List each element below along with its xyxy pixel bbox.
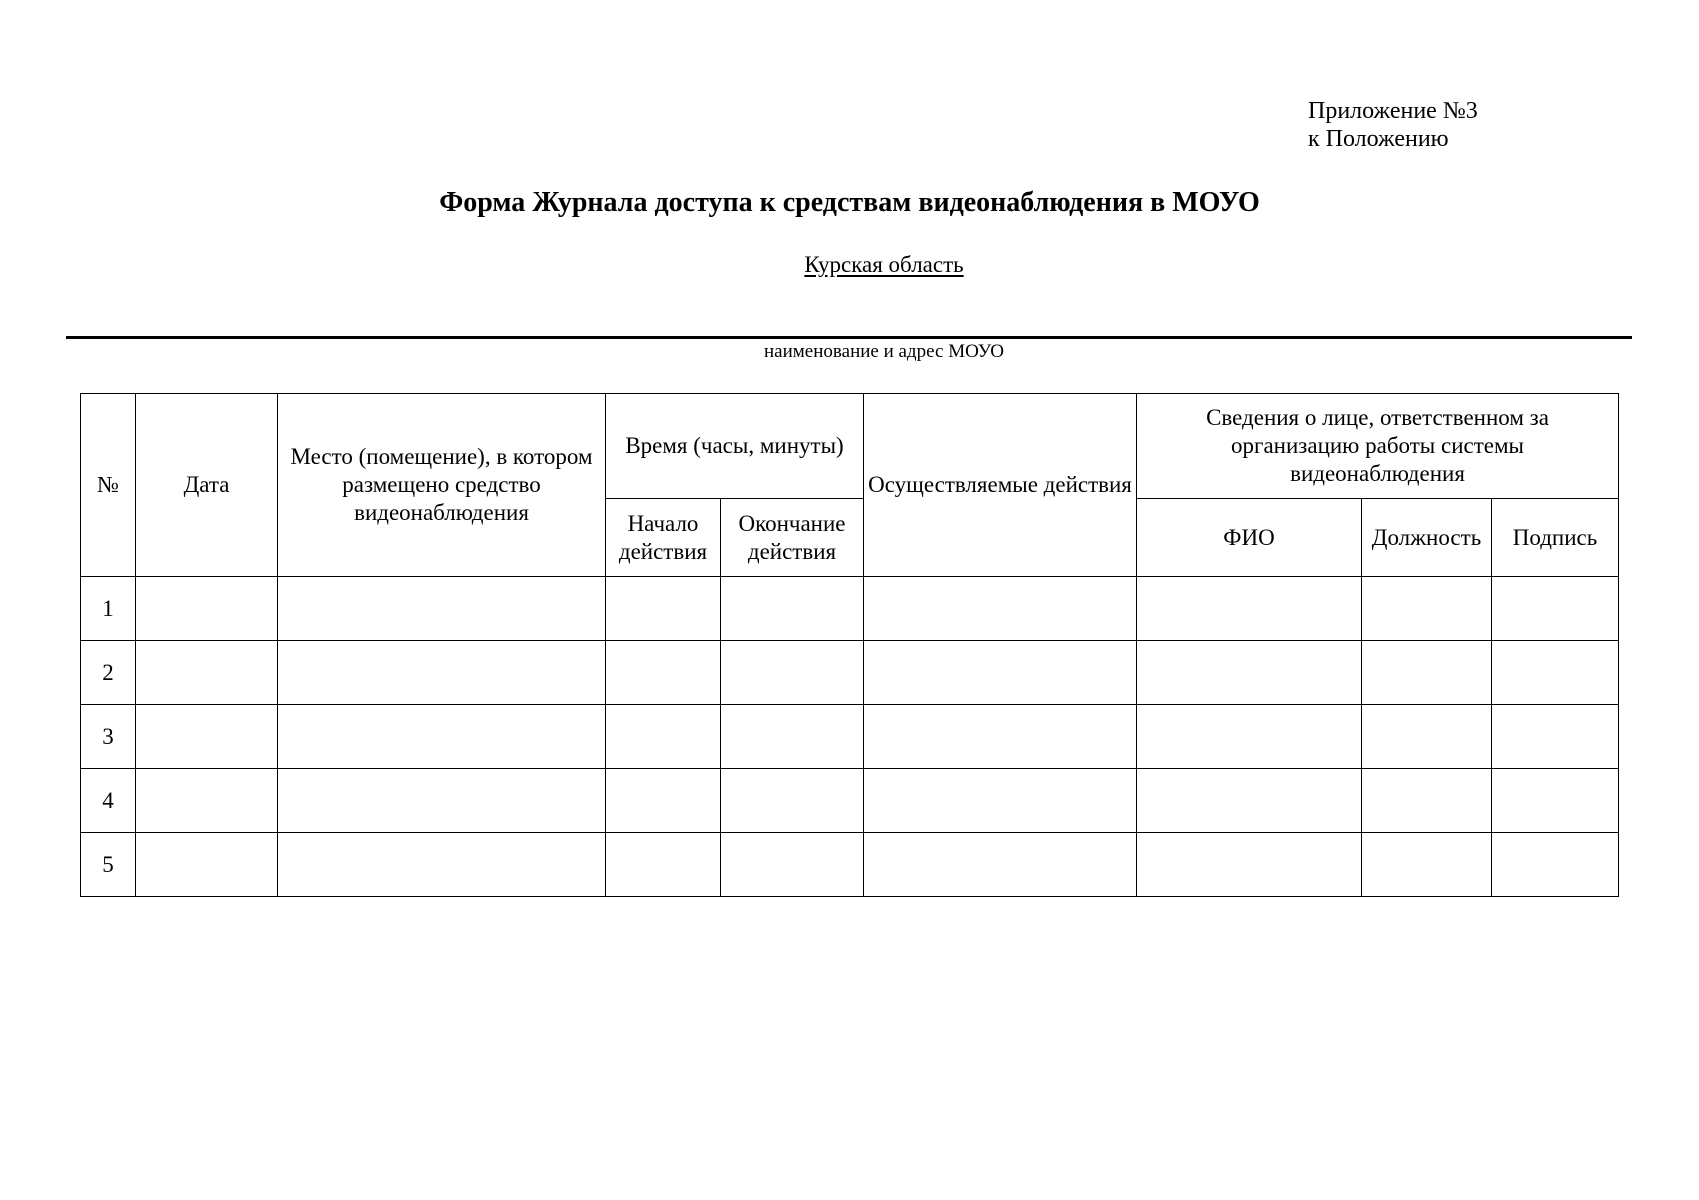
cell-time-start[interactable]: [606, 705, 721, 769]
header-time-end: Окончание действия: [721, 499, 864, 577]
cell-signature[interactable]: [1492, 641, 1619, 705]
header-place: Место (помещение), в котором размещено средство видеонаблюдения: [278, 394, 606, 577]
cell-time-start[interactable]: [606, 769, 721, 833]
cell-fio[interactable]: [1137, 705, 1362, 769]
header-actions: Осуществляемые действия: [864, 394, 1137, 577]
cell-place[interactable]: [278, 641, 606, 705]
cell-position[interactable]: [1362, 641, 1492, 705]
cell-actions[interactable]: [864, 705, 1137, 769]
cell-date[interactable]: [136, 833, 278, 897]
cell-place[interactable]: [278, 833, 606, 897]
header-number: №: [81, 394, 136, 577]
appendix-line-1: Приложение №3: [1308, 98, 1478, 124]
header-position: Должность: [1362, 499, 1492, 577]
table-row: [81, 705, 1619, 769]
cell-time-start[interactable]: [606, 577, 721, 641]
cell-date[interactable]: [136, 641, 278, 705]
cell-time-end[interactable]: [721, 705, 864, 769]
header-signature: Подпись: [1492, 499, 1619, 577]
cell-actions[interactable]: [864, 769, 1137, 833]
cell-signature[interactable]: [1492, 577, 1619, 641]
cell-time-end[interactable]: [721, 577, 864, 641]
cell-place[interactable]: [278, 769, 606, 833]
header-fio: ФИО: [1137, 499, 1362, 577]
cell-date[interactable]: [136, 769, 278, 833]
cell-signature[interactable]: [1492, 705, 1619, 769]
header-time-start: Начало действия: [606, 499, 721, 577]
cell-position[interactable]: [1362, 769, 1492, 833]
cell-time-end[interactable]: [721, 641, 864, 705]
region-line: [0, 251, 1699, 279]
row-number: 5: [81, 833, 136, 897]
cell-position[interactable]: [1362, 833, 1492, 897]
organization-field-caption: наименование и адрес МОУО: [764, 341, 1004, 362]
cell-place[interactable]: [278, 705, 606, 769]
cell-time-end[interactable]: [721, 769, 864, 833]
cell-position[interactable]: [1362, 577, 1492, 641]
access-journal-table: [80, 393, 1619, 897]
appendix-line-2: к Положению: [1308, 126, 1449, 152]
cell-time-end[interactable]: [721, 833, 864, 897]
cell-fio[interactable]: [1137, 833, 1362, 897]
row-number: 3: [81, 705, 136, 769]
cell-date[interactable]: [136, 577, 278, 641]
table-row: [81, 833, 1619, 897]
row-number: 4: [81, 769, 136, 833]
cell-fio[interactable]: [1137, 577, 1362, 641]
cell-signature[interactable]: [1492, 833, 1619, 897]
header-responsible-person: Сведения о лице, ответственном за организацию работы системы видеонаблюдения: [1137, 394, 1619, 499]
header-date: Дата: [136, 394, 278, 577]
document-title: Форма Журнала доступа к средствам видеонаблюдения в МОУО: [439, 187, 1260, 218]
organization-field-line: [66, 336, 1632, 339]
cell-date[interactable]: [136, 705, 278, 769]
region-name: Курская область: [804, 252, 964, 277]
table-row: [81, 577, 1619, 641]
row-number: 2: [81, 641, 136, 705]
cell-actions[interactable]: [864, 833, 1137, 897]
cell-fio[interactable]: [1137, 769, 1362, 833]
cell-fio[interactable]: [1137, 641, 1362, 705]
cell-position[interactable]: [1362, 705, 1492, 769]
table-row: [81, 769, 1619, 833]
cell-actions[interactable]: [864, 577, 1137, 641]
cell-place[interactable]: [278, 577, 606, 641]
cell-time-start[interactable]: [606, 833, 721, 897]
cell-time-start[interactable]: [606, 641, 721, 705]
table-row: [81, 641, 1619, 705]
appendix-note: [1308, 97, 1478, 153]
row-number: 1: [81, 577, 136, 641]
cell-actions[interactable]: [864, 641, 1137, 705]
header-time: Время (часы, минуты): [606, 394, 864, 499]
cell-signature[interactable]: [1492, 769, 1619, 833]
